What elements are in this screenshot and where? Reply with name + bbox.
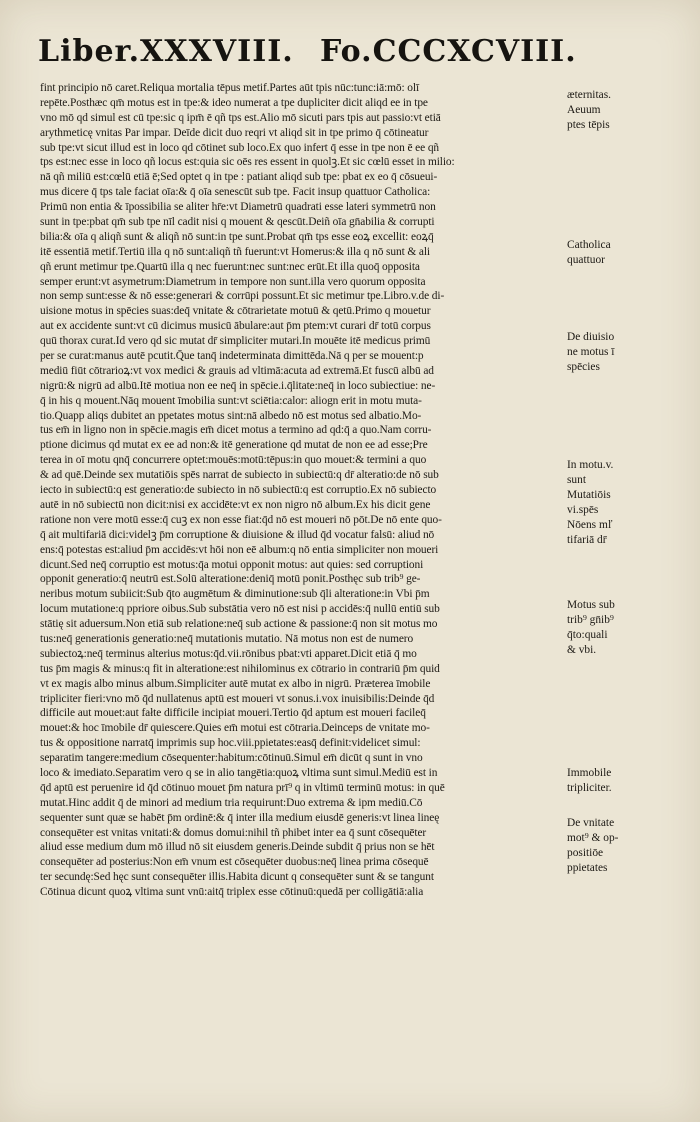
margin-note-line: vi.spēs: [567, 504, 599, 516]
text-line: autē in nō subiectū non dicit:nisi ex accidēte:vt ex non nigro nō album.Ex his dicit gene: [40, 498, 431, 511]
text-line: uisione motus in spēcies suas:deq̄ vnitate & cōtrarietate motuū & qetū.Primo q mouetur: [40, 305, 431, 318]
margin-note-line: mot⁹ & op-: [567, 832, 619, 844]
text-line: consequēter est vnitas vnitati:& domus domui:nihil tñ phibet inter ea q̄ sunt cōsequēter: [40, 826, 427, 839]
margin-note-line: Motus sub: [567, 599, 615, 611]
text-line: tus:neq̄ generationis generatio:neq̄ mutationis mutatio. Nā motus non est de numero: [40, 632, 414, 645]
text-line: difficile aut mouet:aut fałte difficile incipiat moueri.Tertio q̄d aptum est moueri facileq̄: [40, 707, 426, 720]
text-line: q̄ ait multifariā dici:videlꝫ p̄m corruptione & diuisione & illud q̄d vocatur falsū: aliud nō: [40, 528, 435, 541]
margin-note-motus-sub: [567, 598, 672, 658]
text-line: subiectoꝝ:neq̄ terminus alterius motus:q̄d.vii.rōnibus pbat:vti apparet.Dicit etiā q̄ mo: [40, 647, 417, 660]
text-line: ptione dicimus qd mutat ex ee ad non:& itē generatione qd mutat de non ee ad esse;Pre: [40, 439, 428, 452]
text-line: Cōtinua dicunt quoꝝ vltima sunt vnū:aitq̄ triplex esse cōtinuū:quedā per colligātiā:alia: [40, 886, 424, 899]
margin-note-diuisio: [567, 330, 672, 375]
page-header: [38, 34, 658, 82]
text-line: stātię sit aduersum.Non etiā sub relatione:neq̄ sub actione & passione:q̄ non sit motus mo: [40, 618, 438, 631]
text-line: tus em̄ in ligno non in spēcie.magis em̄ dicet motus a termino ad qd:q̄ a quo.Nam corru-: [40, 424, 432, 437]
margin-note-line: ppietates: [567, 862, 608, 874]
margin-note-line: spēcies: [567, 361, 600, 373]
text-line: arythmeticę vnitas Par impar. Deīde dicit duo reqri vt aliqd sit in tpe primo q̄ cōtineatur: [40, 126, 429, 139]
margin-note-mutationis: [567, 458, 672, 548]
text-line: aut ex accidente sunt:vt cū dicimus musicū ābulare:aut p̄m ptem:vt curari dr̄ totū corpus: [40, 320, 431, 333]
margin-note-line: Immobile: [567, 767, 612, 779]
margin-note-aeuum: [567, 88, 672, 133]
margin-note-line: tripliciter.: [567, 782, 612, 794]
text-line: dicunt.Sed neq̄ corruptio est motus:q̄a motui opponit motus: aut quies: sed corruptioni: [40, 558, 424, 571]
text-line: nā qñ miliū est:cœlū etiā ē;Sed optet q in tpe : patiant aliqd sub tpe: pbat ex eo q̄ cōsueui-: [40, 171, 438, 184]
margin-note-line: æternitas.: [567, 89, 611, 101]
text-line: per se curat:manus autē pcutit.Q̄ue tanq̄ indeterminata dimittēda.Nā q per se mouent:p: [40, 350, 424, 363]
text-line: ter secundę:Sed hęc sunt consequēter illis.Habita dicunt q consequēter sunt & se tangunt: [40, 871, 434, 884]
text-line: terea in oī motu qnq̄ concurrere optet:mouēs:motū:tēpus:in quo mouet:& termini a quo: [40, 454, 427, 467]
text-line: qñ erunt metimur tpe.Quartū illa q nec fuerunt:nec sunt:nec erūt.Et illa quoq̄ opposita: [40, 260, 420, 273]
text-line: itē essentiā metif.Tertiū illa q nō sunt:aliqñ tñ fuerunt:vt Homerus:& illa q nō sunt & ali: [40, 245, 430, 258]
text-line: quū thorax curat.Id vero qd sic mutat dr̄ simpliciter mutari.In mouēte itē medicus primū: [40, 335, 431, 348]
margin-note-vnitate: [567, 816, 672, 876]
margin-note-line: De vnitate: [567, 817, 615, 829]
margin-note-line: & vbi.: [567, 644, 597, 656]
margin-note-line: quattuor: [567, 254, 605, 266]
margin-note-line: positiōe: [567, 847, 604, 859]
book-number: Liber.XXXVIII.: [38, 34, 294, 69]
text-line: fint principio nō caret.Reliqua mortalia tēpus metif.Partes aūt tpis nūc:tunc:iā:mō: olī: [40, 82, 420, 94]
text-line: aliud esse medium dum mō illud nō sit eiusdem generis.Deinde subdit q̄ prius non se hēt: [40, 841, 435, 854]
text-line: sub tpe:vt sicut illud est in loco qd cōtinet sub loco.Ex quo infert q̄ esse in tpe non ē ee qñ: [40, 141, 440, 154]
text-line: consequēter ad posterius:Non em̄ vnum est cōsequēter duobus:neq̄ linea prima cōsequē: [40, 856, 429, 869]
text-line: mouet:& hoc īmobile dr̄ quiescere.Quies em̄ motui est cōtraria.Deinceps de vnitate mo-: [40, 722, 430, 735]
main-text-column: [40, 81, 564, 900]
margin-note-line: tifariā dr̄: [567, 534, 607, 546]
text-line: ens:q̄ potestas est:aliud p̄m accidēs:vt hōi non eē album:q nō entia simpliciter non moueri: [40, 543, 439, 556]
text-line: semper erunt:vt asymetrum:Diametrum in tempore non sunt.illa vero quorum opposita: [40, 275, 426, 288]
text-line: vno mō qd simul est cū tpe:sic q ipm̄ ē qñ tps est.Alio mō sicuti pars tpis aut passio:vt etiā: [40, 111, 441, 124]
text-line: loco & imediato.Separatim vero q se in alio tangētia:quoꝝ vltima sunt simul.Mediū est in: [40, 766, 438, 779]
text-line: vt ex magis albo minus album.Simpliciter autē mutat ex albo in nigrū. Præterea īmobile: [40, 677, 431, 690]
text-line: nigrū:& nigrū ad albū.Itē motiua non ee neq̄ in spēcie.i.q̄litate:neq̄ in loco subiectiue: ne-: [40, 379, 436, 392]
text-line: sunt in tpe:pbat qm̄ sub tpe nīl cadit nisi q mouent & qescūt.Deiñ oīa gn̄abilia & corrupti: [40, 216, 435, 229]
text-line: & ad quē.Deinde sex mutatiōis spēs narrat de subiecto in subiectū:q dr̄ alteratio:de nō sub: [40, 469, 439, 482]
text-line: tps est:nec esse in loco qñ locus est:quia sic oēs res essent in quolꝫ.Et sic cœlū esset in milio:: [40, 156, 455, 169]
text-line: mus dicere q̄ tps tale faciat oīa:& q̄ oīa senescūt sub tpe. Facit insup quattuor Catholica:: [40, 186, 431, 199]
text-line: tus p̄m magis & minus:q fit in alteratione:est nihilominus ex cōtrario in contrariū p̄m quid: [40, 662, 440, 675]
text-line: neribus motum subiicit:Sub q̄to augmētum & diminutione:sub q̄li alteratione:in Vbi p̄m: [40, 588, 430, 601]
margin-note-line: ne motus ī: [567, 346, 615, 358]
text-line: q̄ in his q mouent.Nāq mouent īmobilia sunt:vt sciētia:calor: aliogn erit in motu muta-: [40, 394, 422, 407]
text-line: mutat.Hinc addit q̄ de minori ad medium tria requirunt:Duo extrema & ipm mediū.Cō: [40, 796, 423, 809]
text-line: separatim tangere:medium cōsequenter:habitum:cōtinuū.Simul em̄ dicūt q sunt in vno: [40, 752, 423, 765]
margin-note-line: De diuisio: [567, 331, 615, 343]
text-line: iecto in subiectū:q est generatio:de subiecto in nō subiectū:q est corruptio.Ex nō subiecto: [40, 484, 437, 497]
margin-note-line: q̄to:quali: [567, 629, 608, 641]
text-line: Primū non entia & īpossibilia se aliter hr̄e:vt Diametrū quadrati esse lateri symmetrū non: [40, 201, 436, 214]
text-line: non semp sunt:esse & nō esse:generari & corrūpi possunt.Et sic metimur tpe.Libro.v.de di-: [40, 290, 445, 303]
text-line: mediū fiūt cōtrarioꝝ:vt vox medici & grauis ad vltimā:acuta ad extremā.Et fuscū albū ad: [40, 364, 434, 377]
text-line: opponit generatio:q̄ neutrū est.Solū alteratione:deniq̄ motū ponit.Posthęc sub trib⁹ ge-: [40, 573, 421, 586]
text-line: bilia:& oīa q aliqñ sunt & aliqñ nō sunt:in tpe sunt.Probat qm̄ tps esse eoꝝ excellit: eoꝝq̄: [40, 230, 434, 243]
margin-note-line: Aeuum: [567, 104, 601, 116]
margin-note-line: trib⁹ gn̄ib⁹: [567, 614, 614, 626]
margin-note-line: ptes tēpis: [567, 119, 610, 131]
text-line: q̄d aptū est peruenire id q̄d cōtinuo mouet p̄m natura prī⁹ q in vltimū terminū motus: in quē: [40, 781, 445, 794]
margin-note-catholica: [567, 238, 672, 268]
margin-note-immobile: [567, 766, 672, 796]
margin-note-line: In motu.v.: [567, 459, 614, 471]
text-line: tus & oppositione narratq̄ imprimis sup hoc.viii.ppietates:easq̄ definit:videlicet simul:: [40, 737, 421, 750]
margin-note-line: Mutatiōis: [567, 489, 611, 501]
folio-number: Fo.CCCXCVIII.: [320, 34, 577, 69]
text-line: tio.Quapp aliqs dubitet an ppetates motus sint:nā albedo nō est motus sed albatio.Mo-: [40, 409, 422, 422]
margin-note-line: Catholica: [567, 239, 611, 251]
margin-note-line: sunt: [567, 474, 586, 486]
text-line: sequenter sunt quæ se habēt p̄m ordinē:& q̄ inter illa medium eiusdē generis:vt linea lineę: [40, 811, 440, 824]
text-line: ratione non vere motū esse:q̄ cuꝫ ex non esse fiat:q̄d nō est moueri nō pōt.De nō ente quo-: [40, 513, 442, 526]
margin-note-line: Nōens mľ: [567, 519, 613, 531]
text-line: locum mutatione:q ppriore oibus.Sub substātia vero nō est nisi p accidēs:q̄ nullū entiū sub: [40, 603, 440, 616]
text-line: repēte.Posthæc qm̄ motus est in tpe:& ideo numerat a tpe dupliciter dicit aliqd ee in tpe: [40, 96, 428, 109]
text-line: tripliciter fieri:vno mō q̄d nullatenus aptū est moueri vt sonus.i.vox inuisibilis:Deinde q̄d: [40, 692, 435, 705]
